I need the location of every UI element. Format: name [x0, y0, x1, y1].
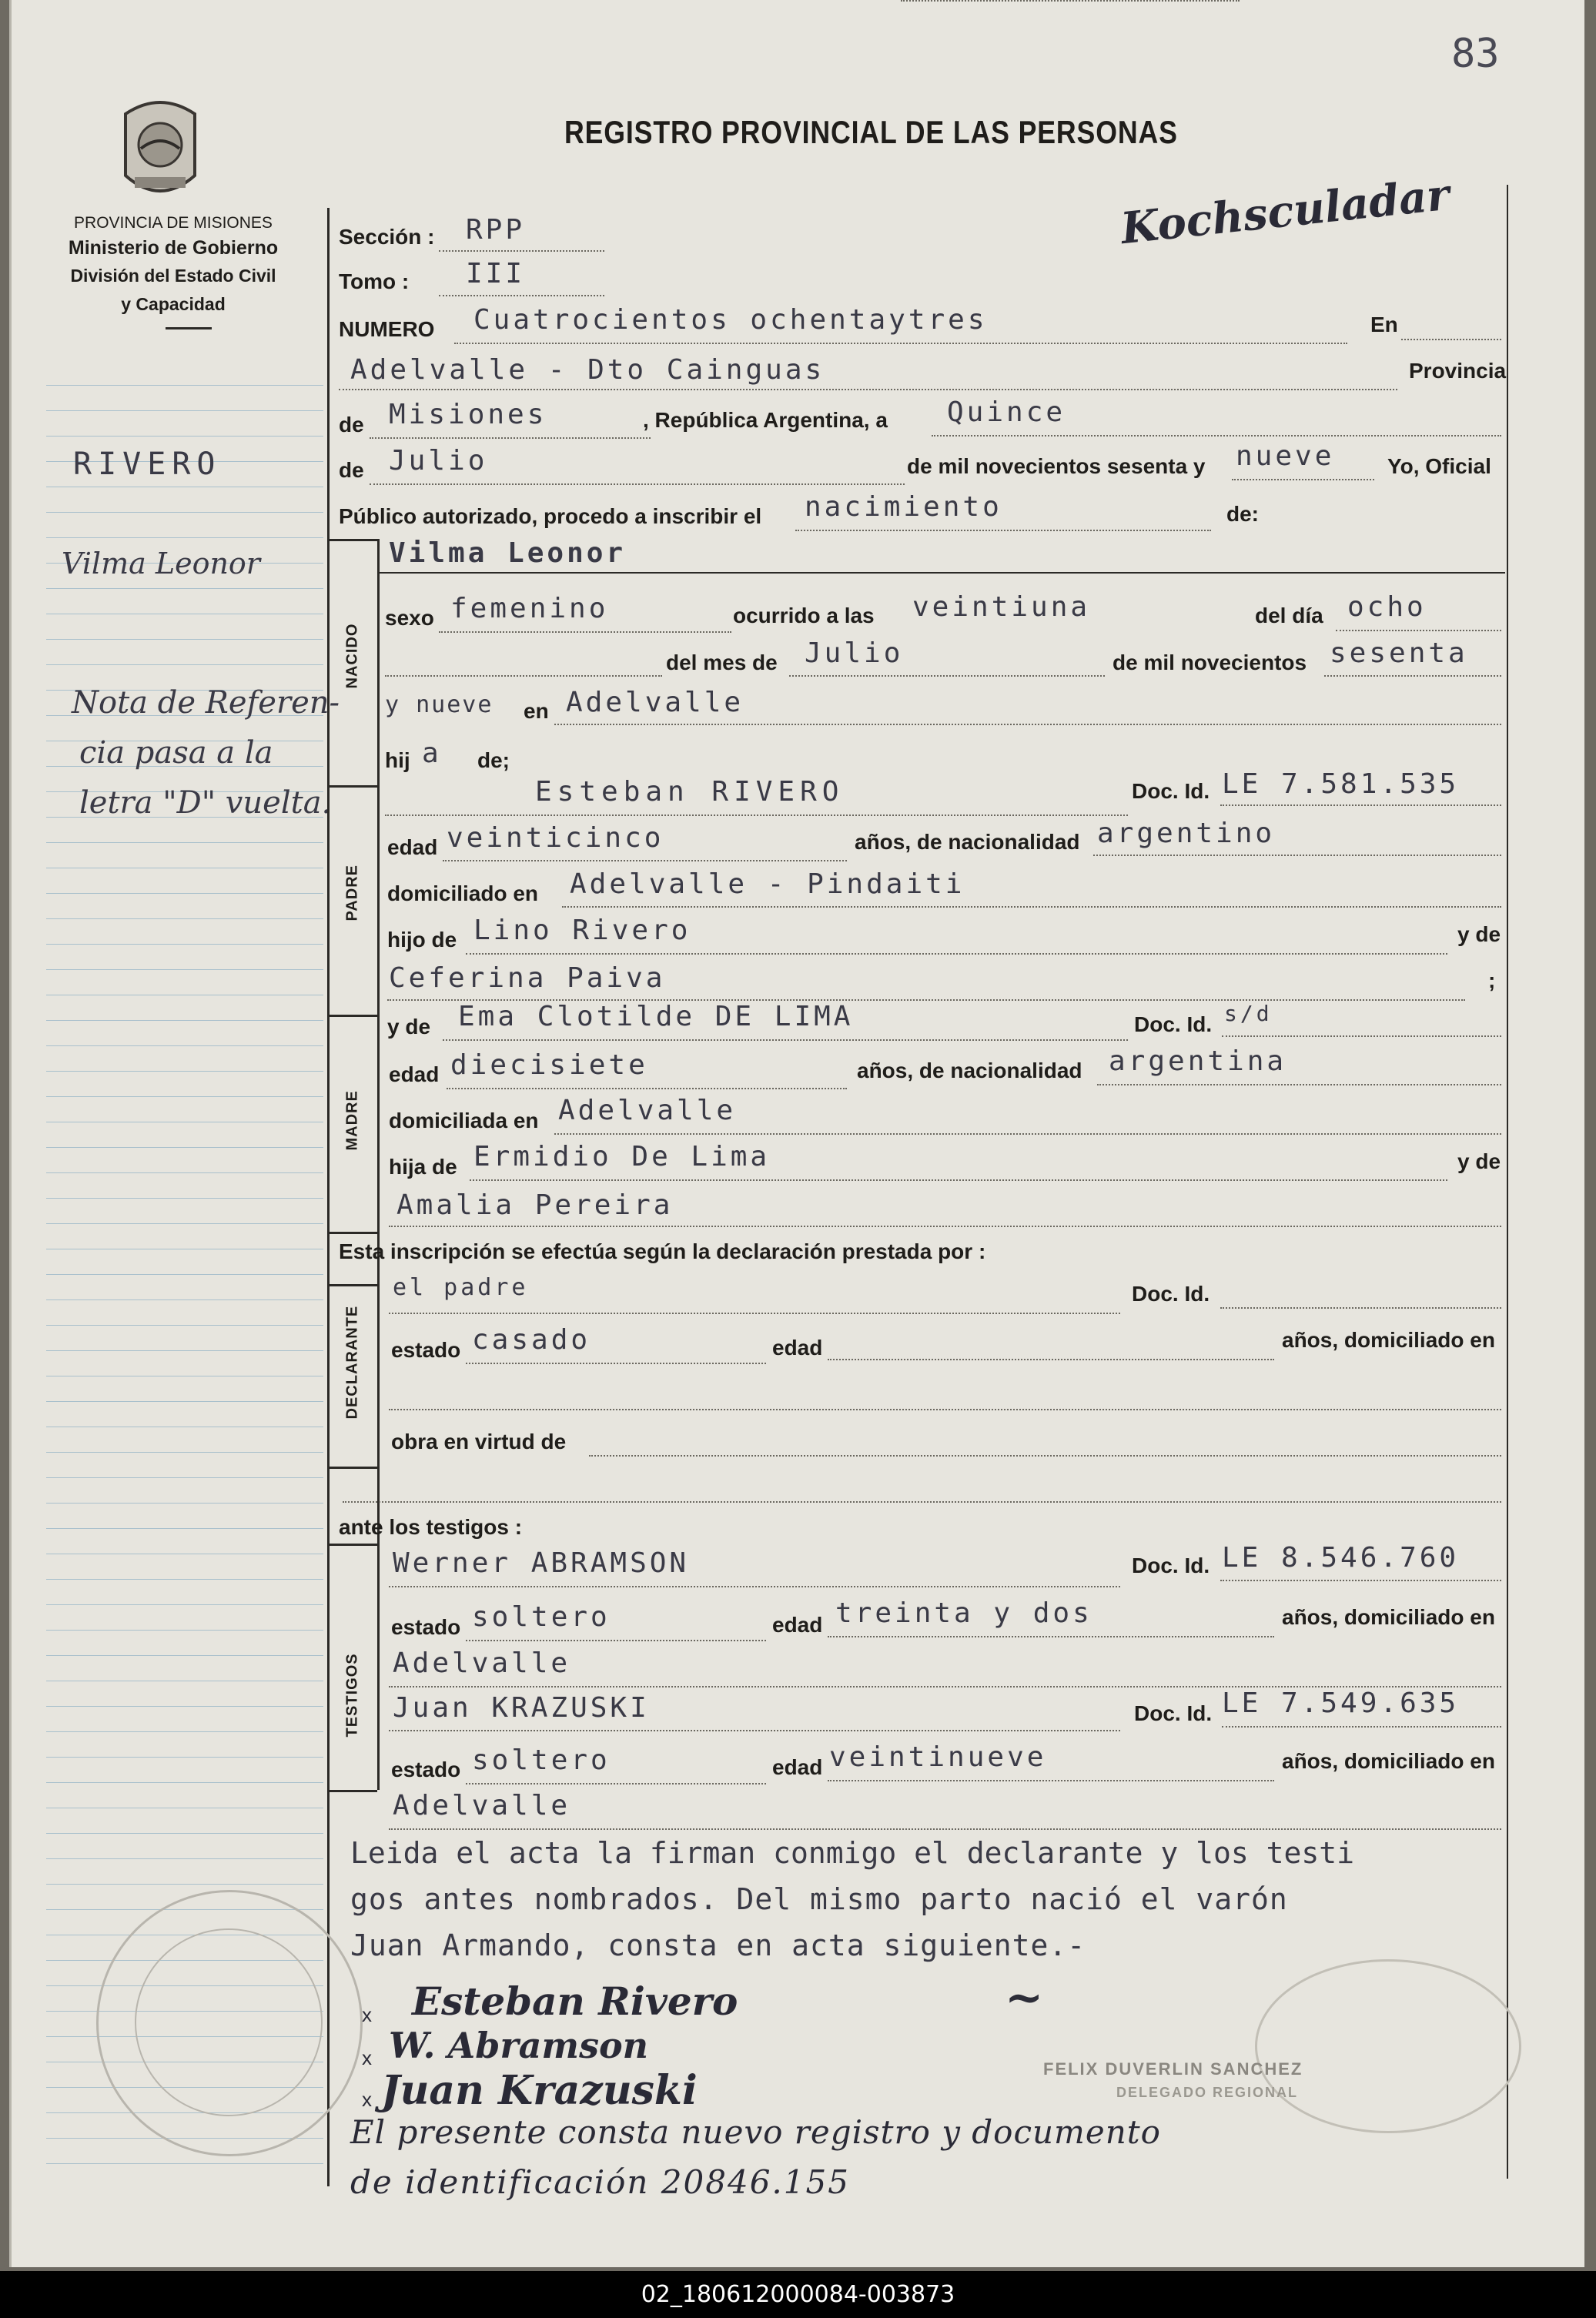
label-testigo2-anios: años, domiciliado en: [1282, 1749, 1495, 1773]
acto-line: [795, 530, 1211, 531]
testigo2-edad-line: [828, 1780, 1274, 1781]
margin-rule-line: [46, 1858, 323, 1859]
label-de-mil: de mil novecientos: [1113, 651, 1307, 674]
label-en-lugar: en: [524, 699, 549, 723]
label-testigo2-edad: edad: [772, 1755, 823, 1779]
value-testigo2: Juan KRAZUSKI: [393, 1692, 650, 1724]
madre-nombre-line: [443, 1039, 1128, 1041]
margin-rule-line: [46, 664, 323, 665]
label-provincia: Provincia: [1409, 359, 1507, 383]
margin-rule-line: [46, 1655, 323, 1656]
value-padre-doc: LE 7.581.535: [1222, 768, 1460, 800]
label-padre-doc: Doc. Id.: [1132, 779, 1210, 803]
margin-note-line-1: Nota de Referen-: [72, 685, 340, 721]
declarante-line: [389, 1313, 1120, 1314]
org-line-2: Ministerio de Gobierno: [68, 237, 279, 259]
label-de2: de: [339, 458, 364, 482]
value-tomo: III: [466, 258, 526, 289]
value-madre-hija-de: Ermidio De Lima: [473, 1141, 771, 1172]
label-republica: , República Argentina, a: [643, 408, 888, 432]
label-sexo: sexo: [385, 606, 434, 630]
closing-line-1: Leida el acta la firman conmigo el declarante y los testi: [350, 1836, 1355, 1870]
margin-rule-line: [46, 1528, 323, 1529]
value-mes-inscripcion: Julio: [389, 445, 488, 477]
testigo2-dom-line: [389, 1828, 1501, 1830]
side-label-declarante: DECLARANTE: [343, 1305, 361, 1420]
value-madre-dom: Adelvalle: [558, 1095, 737, 1126]
testigo1-line: [389, 1586, 1120, 1587]
margin-note-line-3: letra "D" vuelta.: [79, 785, 332, 821]
label-de-colon: de:: [1226, 502, 1259, 526]
value-anio: nueve: [1236, 440, 1335, 472]
anio-nac-line: [1324, 675, 1501, 677]
testigo2-line: [389, 1730, 1120, 1731]
value-padre-nombre: Esteban RIVERO: [535, 776, 845, 808]
certificate-page: [9, 0, 1584, 2267]
testigos-bottom: [327, 1790, 377, 1792]
margin-rule-line: [46, 1833, 323, 1834]
org-line-1: PROVINCIA DE MISIONES: [74, 214, 273, 232]
footnote-line-2: de identificación 20846.155: [350, 2163, 850, 2201]
label-ocurrido: ocurrido a las: [733, 604, 875, 627]
nacido-top: [327, 539, 377, 541]
official-title: DELEGADO REGIONAL: [1116, 2085, 1299, 2100]
margin-rule-line: [46, 385, 323, 386]
padre-dom-line: [562, 906, 1501, 908]
label-mil-novecientos: de mil novecientos sesenta y: [907, 454, 1206, 478]
value-padre-hijo-de: Lino Rivero: [473, 915, 691, 946]
value-lugar: Adelvalle - Dto Cainguas: [350, 354, 825, 386]
margin-rule-line: [46, 1020, 323, 1021]
nombre-line: [377, 572, 1505, 574]
org-line-4: y Capacidad: [121, 294, 226, 314]
signature-top: Kochsculadar: [1118, 169, 1452, 255]
sig-mark-2: x: [362, 2046, 372, 2069]
value-anio-nac-2: y nueve: [385, 691, 494, 718]
margin-rule-line: [46, 893, 323, 894]
label-del-dia: del día: [1255, 604, 1323, 627]
value-madre-madre: Amalia Pereira: [396, 1189, 674, 1221]
sig-mark-3: x: [362, 2088, 372, 2111]
label-padre-dom: domiciliado en: [387, 881, 539, 905]
value-nombre: Vilma Leonor: [389, 537, 627, 569]
label-testigo2-doc: Doc. Id.: [1134, 1701, 1213, 1725]
org-line-3: División del Estado Civil: [70, 266, 276, 286]
value-padre-nac: argentino: [1097, 818, 1276, 849]
madre-madre-line: [389, 1226, 1501, 1227]
margin-rule-line: [46, 1274, 323, 1275]
closing-line-2: gos antes nombrados. Del mismo parto nació el varón: [350, 1882, 1288, 1916]
value-testigo1-dom: Adelvalle: [393, 1647, 571, 1679]
value-declarante-estado: casado: [472, 1324, 591, 1356]
label-hij: hij: [385, 748, 410, 772]
margin-rule-line: [46, 537, 323, 538]
official-name: FELIX DUVERLIN SANCHEZ: [1043, 2059, 1303, 2079]
label-yo-oficial: Yo, Oficial: [1387, 454, 1491, 478]
official-seal-stamp: [1255, 1959, 1521, 2133]
label-testigo1-estado: estado: [391, 1615, 461, 1639]
margin-rule-line: [46, 1503, 323, 1504]
testigo1-doc-line: [1220, 1580, 1501, 1581]
label-testigo1-anios: años, domiciliado en: [1282, 1605, 1495, 1629]
margin-rule-line: [46, 1071, 323, 1072]
margin-rule-line: [46, 1401, 323, 1402]
label-testigo1-doc: Doc. Id.: [1132, 1554, 1210, 1577]
margin-rule-line: [46, 1579, 323, 1580]
value-madre-nombre: Ema Clotilde DE LIMA: [458, 1001, 854, 1032]
madre-top: [327, 1015, 377, 1017]
value-anio-nac-1: sesenta: [1330, 637, 1468, 669]
declarante-dom-line: [389, 1409, 1501, 1410]
label-declarante-edad: edad: [772, 1336, 823, 1360]
value-padre-edad: veinticinco: [447, 822, 664, 854]
hora-line: [901, 0, 1240, 2]
margin-rule-line: [46, 1325, 323, 1326]
value-hij-suffix: a: [422, 738, 442, 769]
margin-rule-line: [46, 944, 323, 945]
signature-official: ~: [1005, 1971, 1044, 2025]
declarante-edad-line: [828, 1359, 1274, 1360]
seccion-line: [439, 250, 604, 252]
signature-declarante: Esteban Rivero: [412, 1978, 738, 2024]
provincia-line: [370, 437, 651, 439]
lugar-line: [339, 389, 1397, 390]
section-divider: [377, 539, 380, 1790]
margin-rule-line: [46, 1604, 323, 1605]
value-padre-dom: Adelvalle - Pindaiti: [570, 868, 965, 900]
side-label-testigos: TESTIGOS: [343, 1653, 361, 1738]
margin-rule-line: [46, 1477, 323, 1478]
declarante-top: [327, 1284, 377, 1286]
label-padre-anios: años, de nacionalidad: [855, 830, 1080, 854]
value-dia-inscripcion: Quince: [947, 396, 1066, 428]
margin-rule-line: [46, 2163, 323, 2164]
value-acto: nacimiento: [805, 491, 1002, 523]
margin-rule-line: [46, 1147, 323, 1148]
label-madre-y-de-2: y de: [1457, 1149, 1501, 1173]
value-testigo2-edad: veintinueve: [829, 1741, 1047, 1773]
obra-line: [589, 1455, 1501, 1457]
madre-edad-line: [447, 1088, 847, 1089]
value-lugar-nac: Adelvalle: [566, 687, 744, 718]
label-madre-anios: años, de nacionalidad: [857, 1059, 1082, 1082]
testigos-top: [327, 1544, 377, 1546]
margin-rule-line: [46, 639, 323, 640]
label-madre-doc: Doc. Id.: [1134, 1012, 1213, 1036]
label-declarante-estado: estado: [391, 1338, 461, 1362]
lugar-nac-line: [554, 724, 1501, 725]
left-border: [327, 208, 330, 2186]
value-padre-madre: Ceferina Paiva: [389, 962, 666, 994]
margin-note-line-2: cia pasa a la: [79, 735, 273, 771]
value-testigo2-dom: Adelvalle: [393, 1790, 571, 1821]
margin-given-names: Vilma Leonor: [62, 547, 260, 580]
testigo2-doc-line: [1222, 1726, 1501, 1728]
page-number: 83: [1451, 31, 1500, 77]
label-testigos: ante los testigos :: [339, 1515, 523, 1539]
margin-rule-line: [46, 1045, 323, 1046]
value-sexo: femenino: [450, 593, 609, 624]
madre-doc-line: [1222, 1035, 1501, 1037]
margin-rule-line: [46, 1223, 323, 1224]
signature-testigo-2: Juan Krazuski: [381, 2067, 698, 2114]
document-title: REGISTRO PROVINCIAL DE LAS PERSONAS: [564, 114, 1178, 150]
label-madre-y-de: y de: [387, 1015, 431, 1039]
mes-nac-line: [789, 675, 1105, 677]
padre-doc-line: [1220, 804, 1501, 806]
value-seccion: RPP: [466, 214, 526, 246]
label-madre-dom: domiciliada en: [389, 1109, 539, 1132]
dia-nac-line: [1336, 630, 1501, 631]
label-padre-y-de: y de: [1457, 922, 1501, 946]
margin-rule-line: [46, 1198, 323, 1199]
label-obra: obra en virtud de: [391, 1430, 567, 1453]
province-emblem-icon: [118, 91, 202, 210]
padre-nombre-line: [385, 814, 1128, 816]
madre-hija-line: [470, 1179, 1447, 1181]
label-testigo2-estado: estado: [391, 1758, 461, 1781]
declarante-estado-line: [466, 1363, 766, 1364]
tomo-line: [439, 295, 604, 296]
value-testigo1-estado: soltero: [472, 1601, 611, 1633]
value-madre-nac: argentina: [1109, 1045, 1287, 1077]
margin-rule-line: [46, 1096, 323, 1097]
value-declarante: el padre: [393, 1274, 529, 1301]
label-seccion: Sección :: [339, 225, 435, 249]
label-de: de: [339, 413, 364, 437]
signature-testigo-1: W. Abramson: [389, 2025, 649, 2066]
obra-line-2: [343, 1501, 1501, 1503]
margin-rule-line: [46, 1782, 323, 1783]
margin-rule-line: [46, 1172, 323, 1173]
closing-line-3: Juan Armando, consta en acta siguiente.-: [350, 1928, 1086, 1962]
margin-rule-line: [46, 918, 323, 919]
margin-rule-line: [46, 1299, 323, 1300]
label-inscripcion: Esta inscripción se efectúa según la declaración prestada por :: [339, 1239, 986, 1263]
side-label-madre: MADRE: [343, 1090, 361, 1151]
footnote-line-1: El presente consta nuevo registro y documento: [350, 2113, 1161, 2151]
numero-line: [454, 343, 1347, 344]
margin-rule-line: [46, 842, 323, 843]
label-madre-hija-de: hija de: [389, 1155, 457, 1179]
margin-rule-line: [46, 1706, 323, 1707]
margin-rule-line: [46, 1630, 323, 1631]
org-underline: [166, 327, 212, 329]
margin-rule-line: [46, 1731, 323, 1732]
label-padre-hijo-de: hijo de: [387, 928, 457, 952]
label-en: En: [1370, 313, 1398, 336]
declarante-bottom: [327, 1467, 377, 1469]
padre-nac-line: [1093, 855, 1501, 856]
margin-rule-line: [46, 410, 323, 411]
label-declarante-doc: Doc. Id.: [1132, 1282, 1210, 1306]
value-testigo1: Werner ABRAMSON: [393, 1547, 690, 1579]
margin-rule-line: [46, 1350, 323, 1351]
value-testigo1-doc: LE 8.546.760: [1222, 1542, 1460, 1574]
madre-bottom: [327, 1232, 377, 1234]
value-testigo2-estado: soltero: [472, 1744, 611, 1776]
declarante-doc-line: [1220, 1307, 1501, 1309]
label-numero: NUMERO: [339, 317, 435, 341]
label-testigo1-edad: edad: [772, 1613, 823, 1637]
value-mes: Julio: [805, 637, 904, 669]
testigo2-estado-line: [466, 1783, 766, 1784]
image-id-caption: 02_180612000084-003873: [0, 2271, 1596, 2318]
value-testigo2-doc: LE 7.549.635: [1222, 1687, 1460, 1719]
label-del-mes: del mes de: [666, 651, 778, 674]
madre-nac-line: [1097, 1084, 1501, 1085]
pre-mes-line: [385, 675, 662, 677]
label-tomo: Tomo :: [339, 269, 410, 293]
side-label-padre: PADRE: [343, 864, 361, 922]
value-numero: Cuatrocientos ochentaytres: [473, 304, 988, 336]
margin-rule-line: [46, 436, 323, 437]
mes-line: [370, 483, 905, 485]
value-madre-edad: diecisiete: [450, 1049, 648, 1081]
sexo-line: [439, 631, 731, 633]
margin-surname: RIVERO: [73, 447, 222, 482]
value-hora: veintiuna: [912, 591, 1091, 623]
anio-line: [1232, 479, 1374, 480]
margin-rule-line: [46, 1452, 323, 1453]
margin-rule-line: [46, 969, 323, 970]
label-declarante-anios: años, domiciliado en: [1282, 1328, 1495, 1352]
padre-hijo-line: [466, 953, 1447, 955]
right-border: [1507, 185, 1508, 2179]
value-testigo1-edad: treinta y dos: [835, 1597, 1092, 1629]
margin-rule-line: [46, 588, 323, 589]
side-label-nacido: NACIDO: [343, 623, 361, 689]
testigo1-estado-line: [466, 1640, 766, 1641]
value-madre-doc: s/d: [1224, 1001, 1273, 1026]
margin-rule-line: [46, 512, 323, 513]
margin-rule-line: [46, 1757, 323, 1758]
en-line: [1401, 339, 1501, 340]
label-de-semicolon: de;: [477, 748, 510, 772]
label-semicolon: ;: [1488, 968, 1496, 992]
dia-line: [932, 435, 1501, 437]
madre-dom-line: [554, 1133, 1501, 1135]
padre-top: [327, 785, 377, 788]
margin-rule-line: [46, 1884, 323, 1885]
label-padre-edad: edad: [387, 835, 438, 859]
sig-mark-1: x: [362, 2003, 372, 2026]
label-madre-edad: edad: [389, 1062, 440, 1086]
padre-edad-line: [443, 860, 847, 861]
testigo1-edad-line: [828, 1636, 1274, 1637]
round-seal-stamp-inner: [135, 1928, 323, 2116]
value-dia: ocho: [1347, 591, 1427, 623]
value-provincia: Misiones: [389, 399, 547, 430]
label-publico: Público autorizado, procedo a inscribir el: [339, 504, 762, 528]
